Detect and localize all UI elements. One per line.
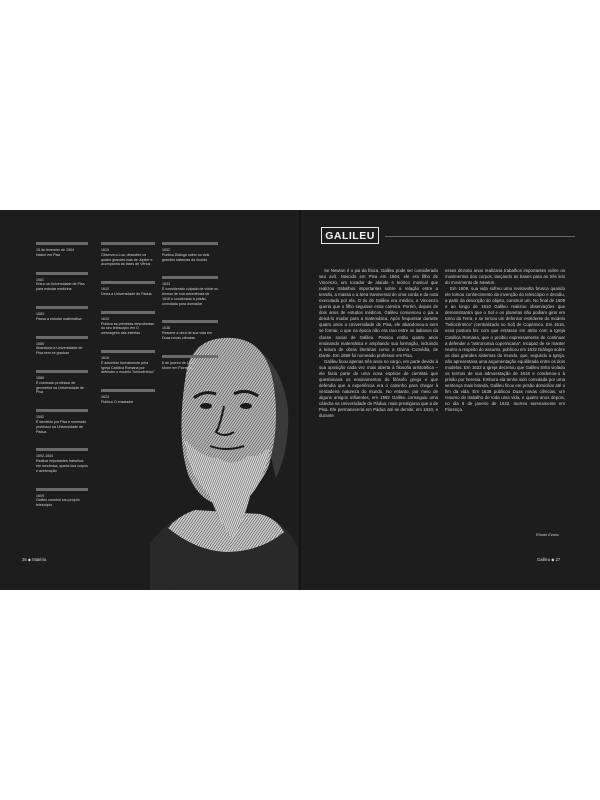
timeline-bar bbox=[36, 242, 88, 245]
timeline-text: Passa a estudar matemática bbox=[36, 316, 82, 321]
timeline-text: Abandona a Universidade de Pisa sem se graduar bbox=[36, 346, 83, 356]
timeline-date: 1633 bbox=[162, 282, 170, 287]
timeline-bar bbox=[162, 276, 218, 279]
timeline-bar bbox=[101, 242, 155, 245]
timeline-text: Observa a Lua, descobre os quatro grandes luas de Júpiter e acompanha as fases de Vênus bbox=[101, 252, 153, 267]
timeline-text: É considerado culpado de violar os termos de sua advertência de 1616 e condenado à prisão, comutada para domiciliar bbox=[162, 287, 218, 306]
timeline-text: Realiza importantes trabalhos em mecânica, queda dos corpos e aceleração bbox=[36, 459, 88, 473]
timeline-date: 1592 bbox=[36, 415, 44, 420]
timeline-column-1 bbox=[36, 242, 88, 522]
body-column-1 bbox=[319, 268, 438, 419]
timeline-text: É nomeado professor de geometria na Universidade de Pisa bbox=[36, 380, 84, 395]
body-paragraph: Se Newton é o pai da física, Galileu pode ser considerado seu avô. Nascido em Pisa em 1564, ele era filho de Vincenzo, um tocador de alaúde e teórico musical que realizou trabalhos importantes sobre a relação entre a tensão, a massa e a área transversal de uma corda e da nota executada por ela. O tio de Galileu era médico, e Vincenzo queria que o filho seguisse essa carreira. Porém, depois de dois anos de estudos médicos, Galileu convenceu o pai a deixá-lo mudar para a matemática. Após frequentar durante quatro anos a Universidade de Pisa, ele abandonou-a sem se formar, o que na época não era raro entre os italianos da classe social de Galileu. Passou então quatro anos ensinando matemática e ampliando sua formação, incluindo a leitura de obras literárias como a Divina Comédia, de Dante. Em 1589 foi nomeado professor em Pisa. bbox=[319, 268, 438, 358]
timeline-date: 1583 bbox=[36, 311, 44, 316]
timeline-bar bbox=[162, 320, 218, 323]
timeline-date: 1610 bbox=[101, 287, 109, 292]
timeline-date: 1616 bbox=[101, 355, 109, 360]
body-paragraph: Em 1609, sua vida sofreu uma reviravolta brusca quando ele tomou conhecimento da invenção do telescópio e decidiu, a partir da descrição do objeto, construir um. No final de 1609 e ao longo de 1610 Galileu realizou observações que demonstraram que o Sol e os planetas não podiam girar em torno da Terra, e se tornou um defensor estridente do modelo "heliocêntrico" (centralizado no Sol) de Copérnico. Em 1616, essa postura fez com que entrasse em atrito com a Igreja Católica Romana, que o proibiu expressamente de continuar a defender a "astronomia copernicana". Incapaz de se manter neutro a respeito do assunto, publicou em 1632 Diálogo sobre os dois grandes sistemas do mundo, que, segundo a Igreja, não apresentava uma argumentação equilibrada entre os dois modelos. Em 1633 a Igreja decretou que Galileu tinha violado os termos de sua admoestação de 1616 e condenou-o à prisão por heresia. Embora ela tenha sido comutada por uma sentença mais branda, Galileu ficou em prisão domiciliar até o fim da vida. Em 1638 publicou Duas novas ciências, um resumo do trabalho de toda uma vida, e quatro anos depois, no dia 8 de janeiro de 1642, morreu serenamente em Florença. bbox=[445, 286, 565, 413]
folio-right: Galileu ◆ 27 bbox=[537, 557, 561, 562]
timeline-bar bbox=[162, 355, 218, 358]
page-title: GALILEU bbox=[321, 227, 379, 244]
timeline-entry bbox=[36, 306, 88, 322]
timeline-entry bbox=[101, 350, 155, 375]
timeline-entry bbox=[162, 320, 218, 340]
timeline-bar bbox=[36, 336, 88, 339]
timeline-entry bbox=[162, 242, 218, 262]
timeline-date: 15 de fevereiro de 1564 bbox=[36, 248, 74, 252]
timeline-column-3 bbox=[162, 242, 218, 384]
timeline-entry bbox=[36, 336, 88, 356]
timeline-bar bbox=[36, 448, 88, 451]
title-rule bbox=[385, 236, 575, 237]
timeline-bar bbox=[101, 281, 155, 284]
timeline-text: Nasce em Pisa bbox=[36, 252, 61, 257]
timeline-entry bbox=[162, 276, 218, 306]
timeline-entry bbox=[36, 488, 88, 508]
timeline-text: Publica O ensaiador bbox=[101, 399, 134, 404]
body-column-2 bbox=[445, 268, 565, 413]
timeline-text: É advertido formalmente pela Igreja Católica Romana por defender o modelo "heliocêntrico" bbox=[101, 360, 155, 375]
timeline-bar bbox=[101, 389, 155, 392]
timeline-date: 1585 bbox=[36, 341, 44, 346]
timeline-bar bbox=[36, 272, 88, 275]
timeline-bar bbox=[101, 311, 155, 314]
folio-left: 26 ◆ Matéria bbox=[22, 557, 47, 562]
timeline-entry bbox=[36, 448, 88, 473]
timeline-bar bbox=[36, 306, 88, 309]
timeline-date: 1623 bbox=[101, 395, 109, 400]
timeline-bar bbox=[36, 409, 88, 412]
timeline-entry bbox=[101, 311, 155, 336]
gutter bbox=[299, 210, 301, 590]
body-paragraph: Galileu ficou apenas três anos no cargo, em parte devido à sua oposição cada vez mais aberta à filosofia aristotélica – ele fazia parte de uma nova espécie de cientista que questionava os ensinamentos do filósofo grego e que defendia que a experiência era o caminho para chegar à verdadeira natureza do mundo. No entanto, por meio de alguns amigos influentes, em 1592 Galileu conseguiu uma cátedra na Universidade de Pádua, mais prestigiosa que a de Pisa. Ele permaneceria em Pádua até se demitir, em 1610, e durante bbox=[319, 358, 438, 419]
timeline-bar bbox=[36, 370, 88, 373]
timeline-text: Morre em Florença bbox=[162, 365, 193, 370]
timeline-text: É demitido por Pisa e nomeado professor na Universidade de Pádua bbox=[36, 419, 87, 434]
timeline-entry bbox=[101, 242, 155, 267]
timeline-date: 1589 bbox=[36, 375, 44, 380]
timeline-text: Publica as primeiras descobertas do seu telescópio em O mensageiro das estrelas bbox=[101, 321, 154, 336]
timeline-date: 1610 bbox=[101, 248, 109, 252]
timeline-bar bbox=[162, 242, 218, 245]
body-paragraph: esses dezoito anos realizaria trabalhos importantes sobre os movimentos dos corpos, lançando as bases para as três leis do movimento de Newton. bbox=[445, 268, 565, 286]
timeline-date: 1632 bbox=[162, 248, 170, 252]
timeline-text: Deixa a Universidade de Pádua bbox=[101, 291, 152, 296]
timeline-bar bbox=[101, 350, 155, 353]
author-credit: Rhodri Evans bbox=[536, 533, 559, 537]
timeline-entry bbox=[36, 370, 88, 395]
timeline-entry bbox=[36, 242, 88, 258]
timeline-text: Entra na Universidade de Pisa para estudar medicina bbox=[36, 282, 85, 292]
timeline-entry bbox=[36, 272, 88, 292]
timeline-date: 1638 bbox=[162, 326, 170, 331]
timeline-bar bbox=[36, 488, 88, 491]
timeline-entry bbox=[101, 281, 155, 297]
timeline-entry bbox=[162, 355, 218, 371]
timeline-text: Publica Diálogo sobre os dois grandes sistemas do mundo bbox=[162, 252, 210, 262]
timeline-date: 1610 bbox=[101, 316, 109, 321]
timeline-entry bbox=[36, 409, 88, 434]
timeline-date: 1581 bbox=[36, 277, 44, 282]
timeline-date: 1592-1604 bbox=[36, 454, 54, 459]
timeline-entry bbox=[101, 389, 155, 405]
timeline-date: 8 de janeiro de 1642 bbox=[162, 360, 195, 365]
timeline-column-2 bbox=[101, 242, 155, 419]
timeline-text: Galileu constrói seu próprio telescópio bbox=[36, 498, 80, 508]
timeline-date: 1609 bbox=[36, 493, 44, 498]
timeline-text: Resume a obra de sua vida em Duas novas ciências bbox=[162, 331, 212, 340]
